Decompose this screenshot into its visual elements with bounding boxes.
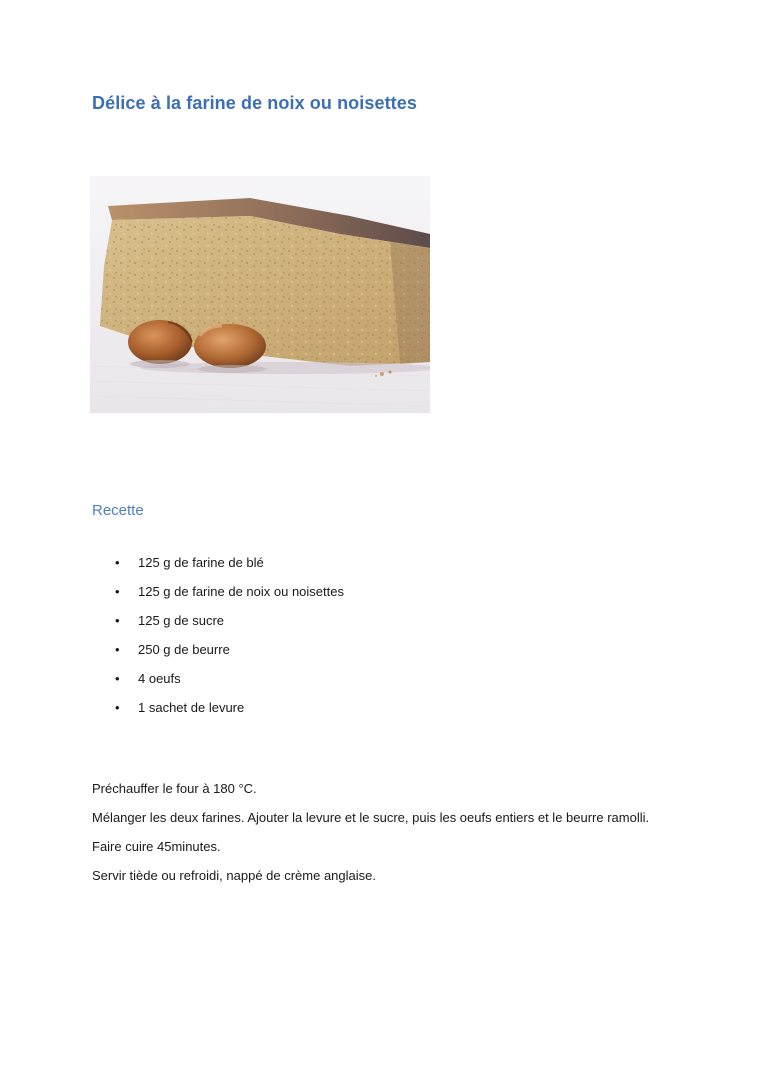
ingredient-item [92,581,344,610]
ingredient-text: 4 oeufs [138,671,181,686]
bullet-icon: • [115,555,120,570]
cake-photo-illustration [90,176,430,413]
ingredient-item [92,668,344,697]
ingredient-text: 125 g de farine de blé [138,555,264,570]
ingredient-text: 125 g de farine de noix ou noisettes [138,584,344,599]
ingredient-list [92,552,344,726]
instruction-step: Faire cuire 45minutes. [92,839,221,854]
ingredient-item [92,610,344,639]
ingredient-text: 125 g de sucre [138,613,225,628]
bullet-icon: • [115,613,120,628]
ingredient-item [92,552,344,581]
instruction-step: Préchauffer le four à 180 °C. [92,781,257,796]
bullet-icon: • [115,642,120,657]
ingredient-item [92,639,344,668]
instructions [92,780,649,896]
instruction-step: Mélanger les deux farines. Ajouter la levure et le sucre, puis les oeufs entiers et le beurre ramolli. [92,810,650,825]
cake-photo [90,176,430,413]
document-title: Délice à la farine de noix ou noisettes [92,93,417,113]
bullet-icon: • [115,700,120,715]
bullet-icon: • [115,584,120,599]
ingredient-item [92,697,344,726]
ingredient-text: 250 g de beurre [138,642,230,657]
bullet-icon: • [115,671,120,686]
ingredient-text: 1 sachet de levure [138,700,245,715]
section-heading-recette: Recette [92,502,144,519]
instruction-step: Servir tiède ou refroidi, nappé de crème anglaise. [92,868,376,883]
